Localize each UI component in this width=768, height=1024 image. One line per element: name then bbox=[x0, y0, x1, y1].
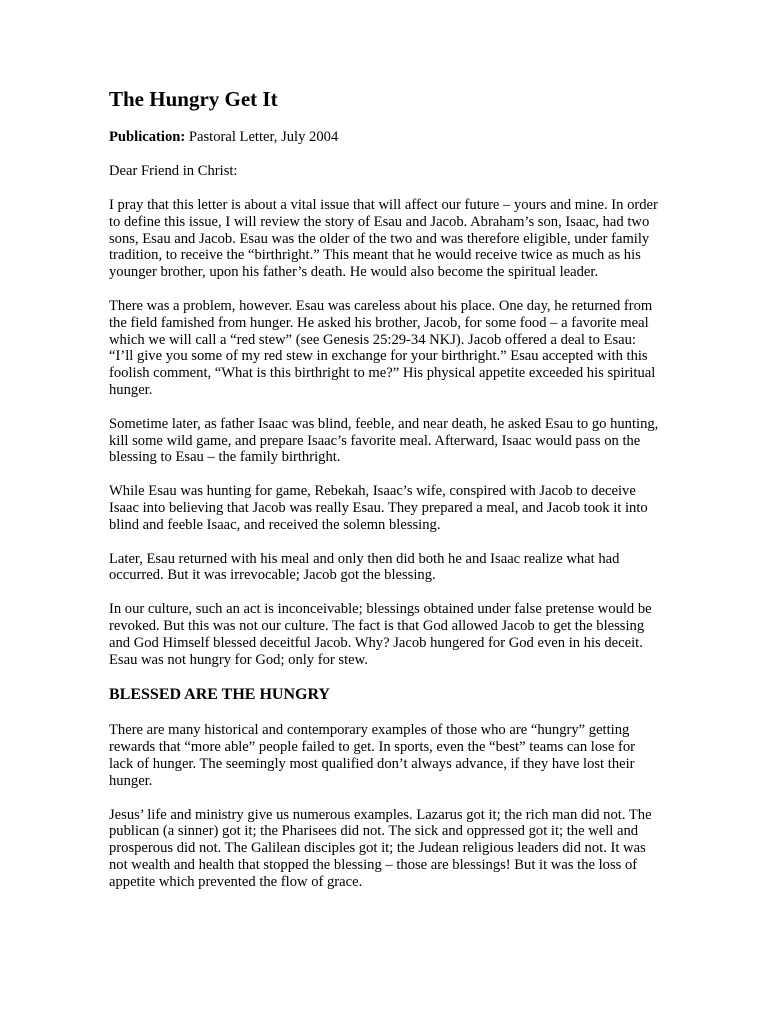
paragraph: While Esau was hunting for game, Rebekah, Isaac’s wife, conspired with Jacob to deceive Isaac into believing that Jacob was really Esau. They prepared a meal, and Jacob took it into blind and feeble Isaac, and received the solemn blessing. bbox=[109, 483, 648, 533]
paragraph: Jesus’ life and ministry give us numerous examples. Lazarus got it; the rich man did not. The publican (a sinner) got it; the Pharisees did not. The sick and oppressed got it; the well and prosperous did not. The Galilean disciples got it; the Judean religious leaders did not. It was not wealth and health that stopped the blessing – those are blessings! But it was the loss of appetite which prevented the flow of grace. bbox=[109, 806, 652, 890]
paragraph: There are many historical and contemporary examples of those who are “hungry” getting rewards that “more able” people failed to get. In sports, even the “best” teams can lose for lack of hunger. The seemingly most qualified don’t always advance, if they have lost their hunger. bbox=[109, 722, 635, 789]
publication-line bbox=[109, 129, 661, 146]
document-page bbox=[109, 86, 661, 908]
paragraph: In our culture, such an act is inconceivable; blessings obtained under false pretense would be revoked. But this was not our culture. The fact is that God allowed Jacob to get the blessing and God Himself blessed deceitful Jacob. Why? Jacob hungered for God even in his deceit. Esau was not hungry for God; only for stew. bbox=[109, 601, 652, 668]
salutation: Dear Friend in Christ: bbox=[109, 163, 238, 179]
paragraph: Later, Esau returned with his meal and only then did both he and Isaac realize what had occurred. But it was irrevocable; Jacob got the blessing. bbox=[109, 550, 620, 584]
paragraph: Sometime later, as father Isaac was blind, feeble, and near death, he asked Esau to go hunting, kill some wild game, and prepare Isaac’s favorite meal. Afterward, Isaac would pass on the blessing to Esau – the family birthright. bbox=[109, 415, 659, 466]
publication-value: Pastoral Letter, July 2004 bbox=[185, 129, 339, 145]
paragraph: I pray that this letter is about a vital issue that will affect our future – yours and mine. In order to define this issue, I will review the story of Esau and Jacob. Abraham’s son, Isaac, had two sons, Esau and Jacob. Esau was the older of the two and was therefore eligible, under family tradition, to receive the “birthright.” This meant that he would receive twice as much as his younger brother, upon his father’s death. He would also become the spiritual leader. bbox=[109, 197, 658, 281]
publication-label: Publication: bbox=[109, 129, 186, 145]
section-heading: BLESSED ARE THE HUNGRY bbox=[109, 686, 330, 704]
paragraph: There was a problem, however. Esau was careless about his place. One day, he returned from the field famished from hunger. He asked his brother, Jacob, for some food – a favorite meal which we will call a “red stew” (see Genesis 25:29-34 NKJ). Jacob offered a deal to Esau: “I’ll give you some of my red stew in exchange for your birthright.” Esau accepted with this foolish comment, “What is this birthright to me?” His physical appetite exceeded his spiritual hunger. bbox=[109, 297, 656, 398]
document-title: The Hungry Get It bbox=[109, 87, 278, 111]
